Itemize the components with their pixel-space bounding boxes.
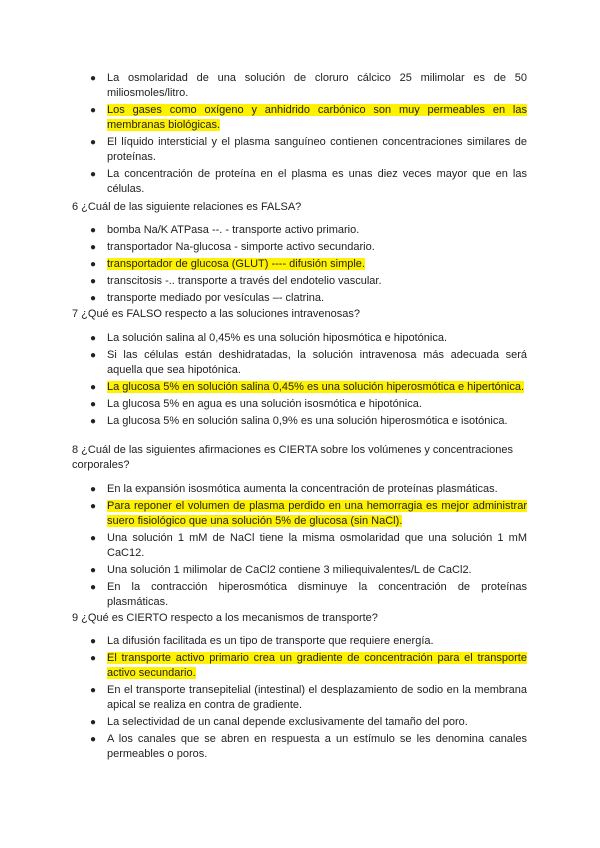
option-item xyxy=(90,331,527,346)
option-item xyxy=(90,414,527,429)
option-text: La selectividad de un canal depende exclusivamente del tamaño del poro. xyxy=(107,716,468,728)
option-item xyxy=(90,71,527,101)
bullet-icon: ● xyxy=(90,276,97,287)
option-item xyxy=(90,291,527,306)
bullet-icon: ● xyxy=(90,225,97,236)
bullet-icon: ● xyxy=(90,717,97,728)
bullet-icon: ● xyxy=(90,333,97,344)
option-item xyxy=(90,274,527,289)
bullet-icon: ● xyxy=(90,533,97,544)
option-text: La glucosa 5% en agua es una solución isosmótica e hipotónica. xyxy=(107,398,422,410)
option-text: transportador Na-glucosa - simporte activo secundario. xyxy=(107,241,375,253)
options-list-q6 xyxy=(0,223,600,306)
options-list-q9 xyxy=(0,634,600,762)
bullet-icon: ● xyxy=(90,636,97,647)
option-item xyxy=(90,531,527,561)
bullet-icon: ● xyxy=(90,137,97,148)
question-8-title: 8 ¿Cuál de las siguientes afirmaciones es CIERTA sobre los volúmenes y concentraciones corporales? xyxy=(72,444,514,471)
option-item xyxy=(90,223,527,238)
option-item xyxy=(90,348,527,378)
bullet-icon: ● xyxy=(90,105,97,116)
bullet-icon: ● xyxy=(90,169,97,180)
option-item xyxy=(90,499,527,529)
option-item xyxy=(90,683,527,713)
option-text: La solución salina al 0,45% es una solución hiposmótica e hipotónica. xyxy=(107,332,447,344)
option-text: En la expansión isosmótica aumenta la concentración de proteínas plasmáticas. xyxy=(107,483,498,495)
option-item xyxy=(90,397,527,412)
option-text-highlighted: La glucosa 5% en solución salina 0,45% es una solución hiperosmótica e hipertónica. xyxy=(107,381,525,393)
bullet-icon: ● xyxy=(90,565,97,576)
option-text: En el transporte transepitelial (intestinal) el desplazamiento de sodio en la membrana apical se realiza en contra de gradiente. xyxy=(107,684,527,711)
option-text: Una solución 1 mM de NaCl tiene la misma osmolaridad que una solución 1 mM CaC12. xyxy=(107,532,527,559)
question-9-title: 9 ¿Qué es CIERTO respecto a los mecanismos de transporte? xyxy=(72,612,378,624)
option-text-highlighted: Para reponer el volumen de plasma perdido en una hemorragia es mejor administrar suero fisiológico que una solución 5% de glucosa (sin NaCl). xyxy=(107,500,527,527)
option-item xyxy=(90,135,527,165)
option-text: transporte mediado por vesículas –- clatrina. xyxy=(107,292,325,304)
option-text: bomba Na/K ATPasa --. - transporte activo primario. xyxy=(107,224,360,236)
option-item xyxy=(90,167,527,197)
option-item xyxy=(90,380,527,395)
bullet-icon: ● xyxy=(90,293,97,304)
option-text: Si las células están deshidratadas, la solución intravenosa más adecuada será aquella que sea hipotónica. xyxy=(107,349,527,376)
bullet-icon: ● xyxy=(90,501,97,512)
bullet-icon: ● xyxy=(90,484,97,495)
bullet-icon: ● xyxy=(90,685,97,696)
options-list-intro xyxy=(0,71,600,197)
question-7-title: 7 ¿Qué es FALSO respecto a las soluciones intravenosas? xyxy=(72,308,360,320)
bullet-icon: ● xyxy=(90,653,97,664)
option-text-highlighted: transportador de glucosa (GLUT) ---- difusión simple. xyxy=(107,258,365,270)
option-item xyxy=(90,103,527,133)
option-text-highlighted: Los gases como oxígeno y anhidrido carbónico son muy permeables en las membranas biológicas. xyxy=(107,104,527,131)
option-text: La concentración de proteína en el plasma es unas diez veces mayor que en las células. xyxy=(107,168,527,195)
option-text: El líquido intersticial y el plasma sanguíneo contienen concentraciones similares de proteínas. xyxy=(107,136,527,163)
option-text: Una solución 1 milimolar de CaCl2 contiene 3 miliequivalentes/L de CaCl2. xyxy=(107,564,472,576)
bullet-icon: ● xyxy=(90,399,97,410)
option-item xyxy=(90,580,527,610)
bullet-icon: ● xyxy=(90,73,97,84)
bullet-icon: ● xyxy=(90,416,97,427)
option-text: La osmolaridad de una solución de cloruro cálcico 25 milimolar es de 50 miliosmoles/litro. xyxy=(107,72,527,99)
option-item xyxy=(90,651,527,681)
option-text-highlighted: El transporte activo primario crea un gradiente de concentración para el transporte activo secundario. xyxy=(107,652,527,679)
option-item xyxy=(90,240,527,255)
option-text: transcitosis -.. transporte a través del endotelio vascular. xyxy=(107,275,382,287)
option-item xyxy=(90,563,527,578)
bullet-icon: ● xyxy=(90,242,97,253)
option-item xyxy=(90,732,527,762)
bullet-icon: ● xyxy=(90,259,97,270)
option-text: A los canales que se abren en respuesta a un estímulo se les denomina canales permeables o poros. xyxy=(107,733,527,760)
options-list-q8 xyxy=(0,482,600,610)
bullet-icon: ● xyxy=(90,350,97,361)
option-text: La difusión facilitada es un tipo de transporte que requiere energía. xyxy=(107,635,434,647)
option-item xyxy=(90,257,527,272)
option-text: En la contracción hiperosmótica disminuye la concentración de proteínas plasmáticas. xyxy=(107,581,527,608)
bullet-icon: ● xyxy=(90,382,97,393)
option-item xyxy=(90,482,527,497)
option-text: La glucosa 5% en solución salina 0,9% es una solución hiperosmótica e isotónica. xyxy=(107,415,508,427)
option-item xyxy=(90,634,527,649)
bullet-icon: ● xyxy=(90,734,97,745)
option-item xyxy=(90,715,527,730)
options-list-q7 xyxy=(0,331,600,429)
bullet-icon: ● xyxy=(90,582,97,593)
question-6-title: 6 ¿Cuál de las siguiente relaciones es FALSA? xyxy=(72,201,302,213)
